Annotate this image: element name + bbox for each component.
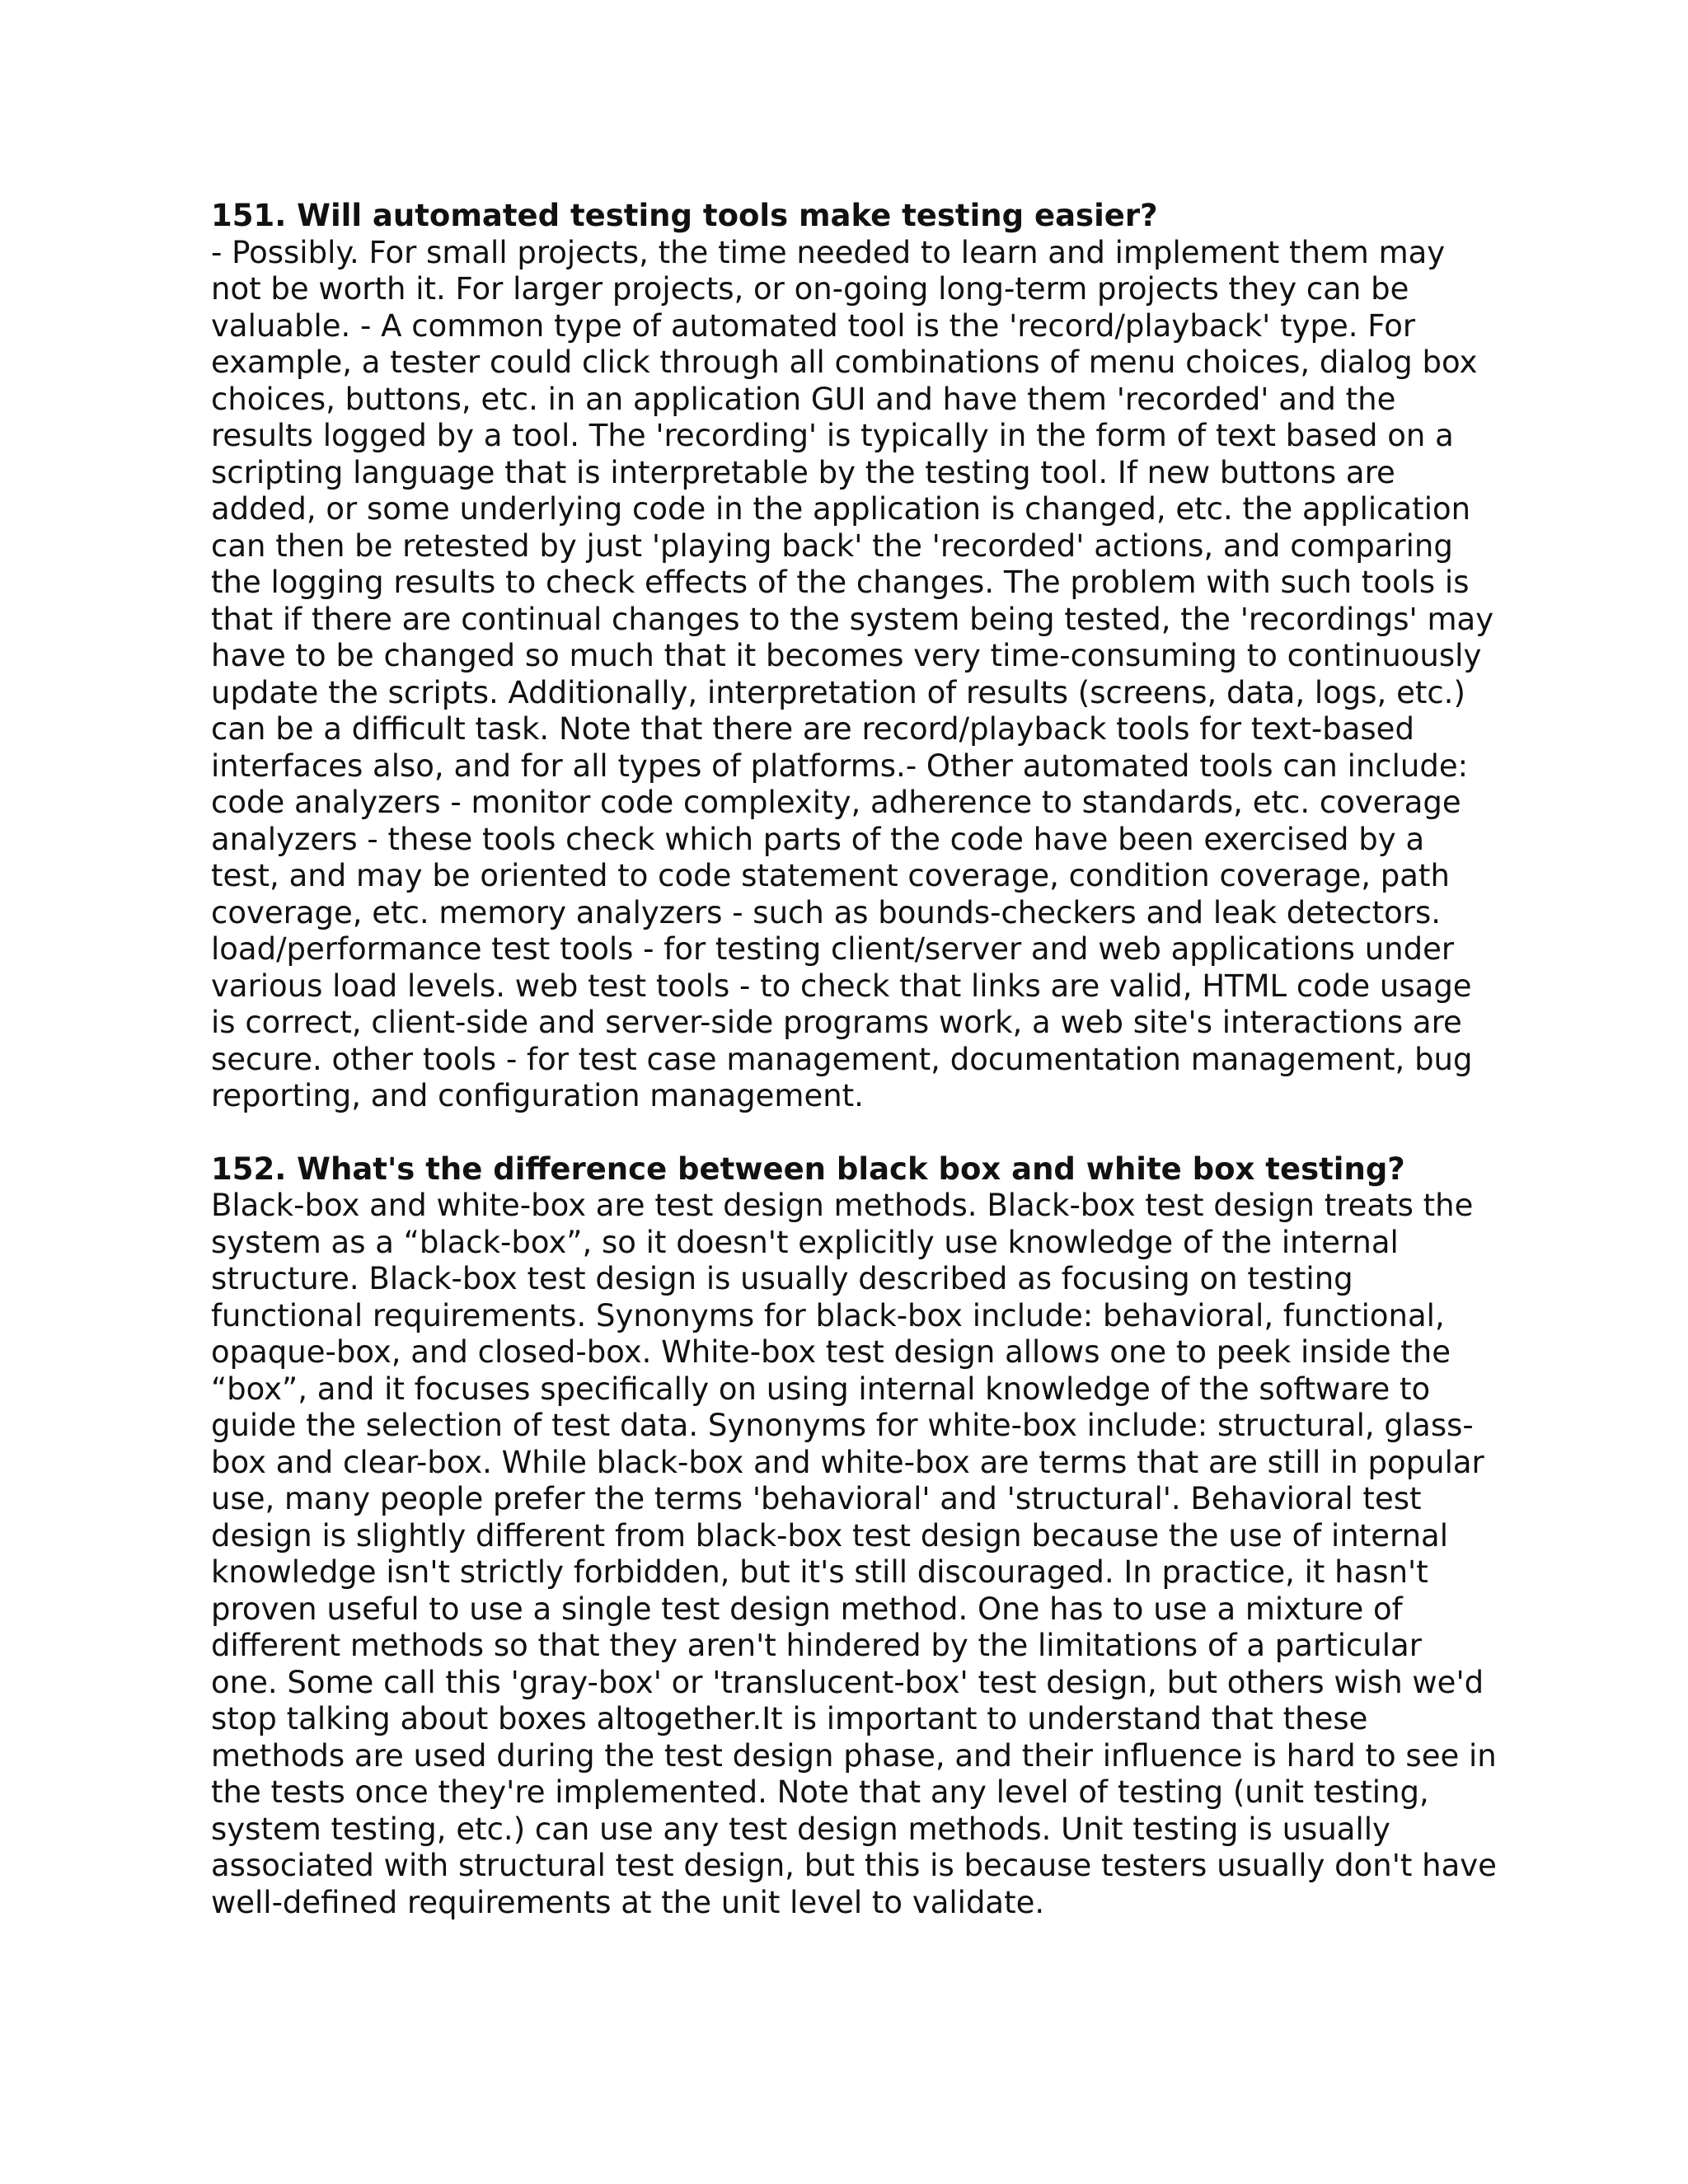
question-title: 151. Will automated testing tools make testing easier? [211,198,1158,233]
document-page [211,198,1497,1957]
faq-section-152 [211,1151,1497,1922]
answer-text: Black-box and white-box are test design methods. Black-box test design treats the system as a “black-box”, so it doesn't explicitly use knowledge of the internal structure. Black-box test design is usually described as focusing on testing functional requirements. Synonyms for black-box include: behavioral, functional, opaque-box, and closed-box. White-box test design allows one to peek inside the “box”, and it focuses specifically on using internal knowledge of the software to guide the selection of test data. Synonyms for white-box include: structural, glass-box and clear-box. While black-box and white-box are terms that are still in popular use, many people prefer the terms 'behavioral' and 'structural'. Behavioral test design is slightly different from black-box test design because the use of internal knowledge isn't strictly forbidden, but it's still discouraged. In practice, it hasn't proven useful to use a single test design method. One has to use a mixture of different methods so that they aren't hindered by the limitations of a particular one. Some call this 'gray-box' or 'translucent-box' test design, but others wish we'd stop talking about boxes altogether.It is important to understand that these methods are used during the test design phase, and their influence is hard to see in the tests once they're implemented. Note that any level of testing (unit testing, system testing, etc.) can use any test design methods. Unit testing is usually associated with structural test design, but this is because testers usually don't have well-defined requirements at the unit level to validate. [211,1188,1497,1920]
answer-text: - Possibly. For small projects, the time needed to learn and implement them may not be worth it. For larger projects, or on-going long-term projects they can be valuable. - A common type of automated tool is the 'record/playback' type. For example, a tester could click through all combinations of menu choices, dialog box choices, buttons, etc. in an application GUI and have them 'recorded' and the results logged by a tool. The 'recording' is typically in the form of text based on a scripting language that is interpretable by the testing tool. If new buttons are added, or some underlying code in the application is changed, etc. the application can then be retested by just 'playing back' the 'recorded' actions, and comparing the logging results to check effects of the changes. The problem with such tools is that if there are continual changes to the system being tested, the 'recordings' may have to be changed so much that it becomes very time-consuming to continuously update the scripts. Additionally, interpretation of results (screens, data, logs, etc.) can be a difficult task. Note that there are record/playback tools for text-based interfaces also, and for all types of platforms.- Other automated tools can include: code analyzers - monitor code complexity, adherence to standards, etc. coverage analyzers - these tools check which parts of the code have been exercised by a test, and may be oriented to code statement coverage, condition coverage, path coverage, etc. memory analyzers - such as bounds-checkers and leak detectors. load/performance test tools - for testing client/server and web applications under various load levels. web test tools - to check that links are valid, HTML code usage is correct, client-side and server-side programs work, a web site's interactions are secure. other tools - for test case management, documentation management, bug reporting, and configuration management. [211,234,1494,1113]
faq-section-151 [211,198,1497,1115]
question-title: 152. What's the difference between black box and white box testing? [211,1151,1405,1187]
